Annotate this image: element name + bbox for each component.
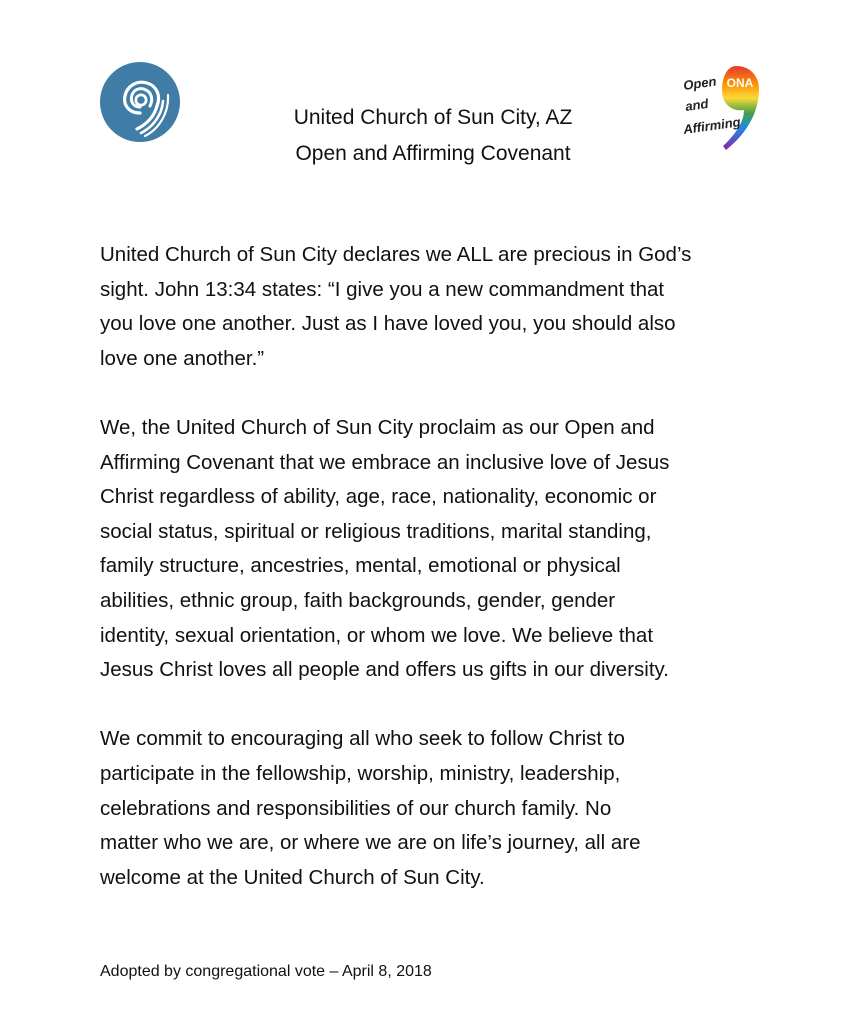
header-church-name: United Church of Sun City, AZ bbox=[293, 106, 573, 129]
text-line: family structure, ancestries, mental, emotional or physical bbox=[100, 554, 621, 578]
text-line: abilities, ethnic group, faith backgrounds, gender, gender bbox=[100, 588, 616, 612]
paragraph-scripture bbox=[100, 238, 760, 376]
text-line: you love one another. Just as I have loved you, you should also bbox=[100, 312, 676, 336]
ona-badge-text: ONA bbox=[726, 76, 754, 90]
paragraph-commitment bbox=[100, 722, 760, 895]
ucc-comma-swirl-icon bbox=[99, 61, 181, 143]
text-line: We commit to encouraging all who seek to follow Christ to bbox=[100, 727, 625, 751]
ona-text-open: Open bbox=[682, 73, 718, 93]
document-header bbox=[230, 100, 636, 172]
text-line: welcome at the United Church of Sun City. bbox=[100, 865, 485, 889]
text-line: celebrations and responsibilities of our church family. No bbox=[100, 796, 612, 820]
open-and-affirming-comma-icon bbox=[682, 62, 764, 154]
ona-text-and: and bbox=[684, 95, 710, 114]
text-line: identity, sexual orientation, or whom we love. We believe that bbox=[100, 623, 654, 647]
paragraph-proclamation bbox=[100, 411, 760, 688]
text-line: Christ regardless of ability, age, race, nationality, economic or bbox=[100, 485, 657, 509]
ona-text-affirming: Affirming bbox=[682, 114, 742, 137]
text-line: social status, spiritual or religious traditions, marital standing, bbox=[100, 519, 652, 543]
text-line: United Church of Sun City declares we ALL are precious in God’s bbox=[100, 243, 692, 266]
text-line: love one another.” bbox=[100, 346, 265, 370]
text-line: Jesus Christ loves all people and offers us gifts in our diversity. bbox=[100, 658, 669, 682]
text-line: participate in the fellowship, worship, ministry, leadership, bbox=[100, 761, 621, 785]
covenant-body bbox=[100, 238, 760, 930]
text-line: matter who we are, or where we are on life’s journey, all are bbox=[100, 831, 641, 855]
text-line: Affirming Covenant that we embrace an inclusive love of Jesus bbox=[100, 450, 670, 474]
adoption-footer: Adopted by congregational vote – April 8, 2018 bbox=[100, 963, 432, 980]
text-line: We, the United Church of Sun City proclaim as our Open and bbox=[100, 415, 655, 439]
text-line: sight. John 13:34 states: “I give you a new commandment that bbox=[100, 277, 665, 301]
header-covenant-title: Open and Affirming Covenant bbox=[295, 142, 571, 165]
